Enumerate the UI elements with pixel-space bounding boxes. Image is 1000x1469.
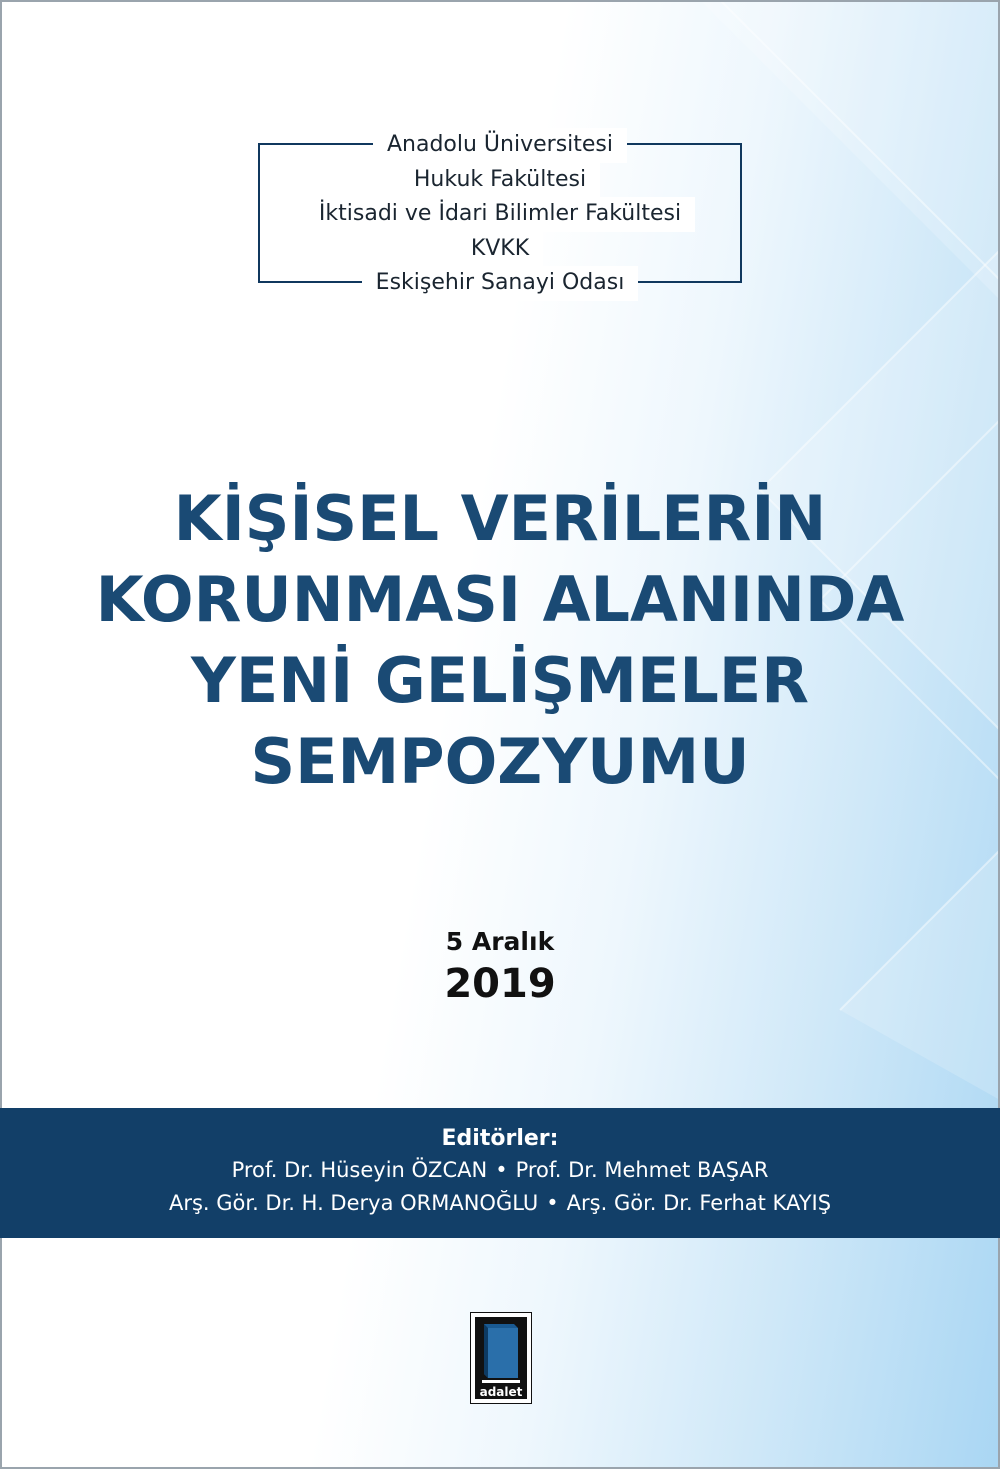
editor-name: Arş. Gör. Dr. H. Derya ORMANOĞLU	[168, 1191, 539, 1215]
institution-name: Eskişehir Sanayi Odası	[362, 266, 639, 301]
institution-name: KVKK	[457, 232, 543, 267]
editor-name: Arş. Gör. Dr. Ferhat KAYIŞ	[566, 1191, 832, 1215]
editors-line-2	[0, 1187, 1000, 1220]
date-day: 5 Aralık	[445, 927, 555, 956]
institutions-list	[258, 128, 742, 301]
editor-name: Prof. Dr. Mehmet BAŞAR	[515, 1158, 769, 1182]
bullet-separator: •	[546, 1191, 559, 1215]
book-title	[0, 478, 1000, 802]
editors-label: Editörler:	[441, 1126, 559, 1151]
editors-line-1	[0, 1154, 1000, 1187]
institution-name: Anadolu Üniversitesi	[373, 128, 627, 163]
title-line: SEMPOZYUMU	[250, 725, 750, 798]
bullet-separator: •	[495, 1158, 508, 1182]
title-line: KİŞİSEL VERİLERİN	[173, 482, 827, 555]
title-line: KORUNMASI ALANINDA	[95, 563, 905, 636]
date-year: 2019	[444, 961, 556, 1007]
symposium-date	[0, 925, 1000, 1009]
institution-name: Hukuk Fakültesi	[400, 163, 600, 198]
editors-band	[0, 1108, 1000, 1238]
title-line: YENİ GELİŞMELER	[191, 644, 809, 717]
institution-name: İktisadi ve İdari Bilimler Fakültesi	[305, 197, 695, 232]
editor-name: Prof. Dr. Hüseyin ÖZCAN	[231, 1158, 488, 1182]
publisher-name: adalet	[479, 1385, 523, 1399]
